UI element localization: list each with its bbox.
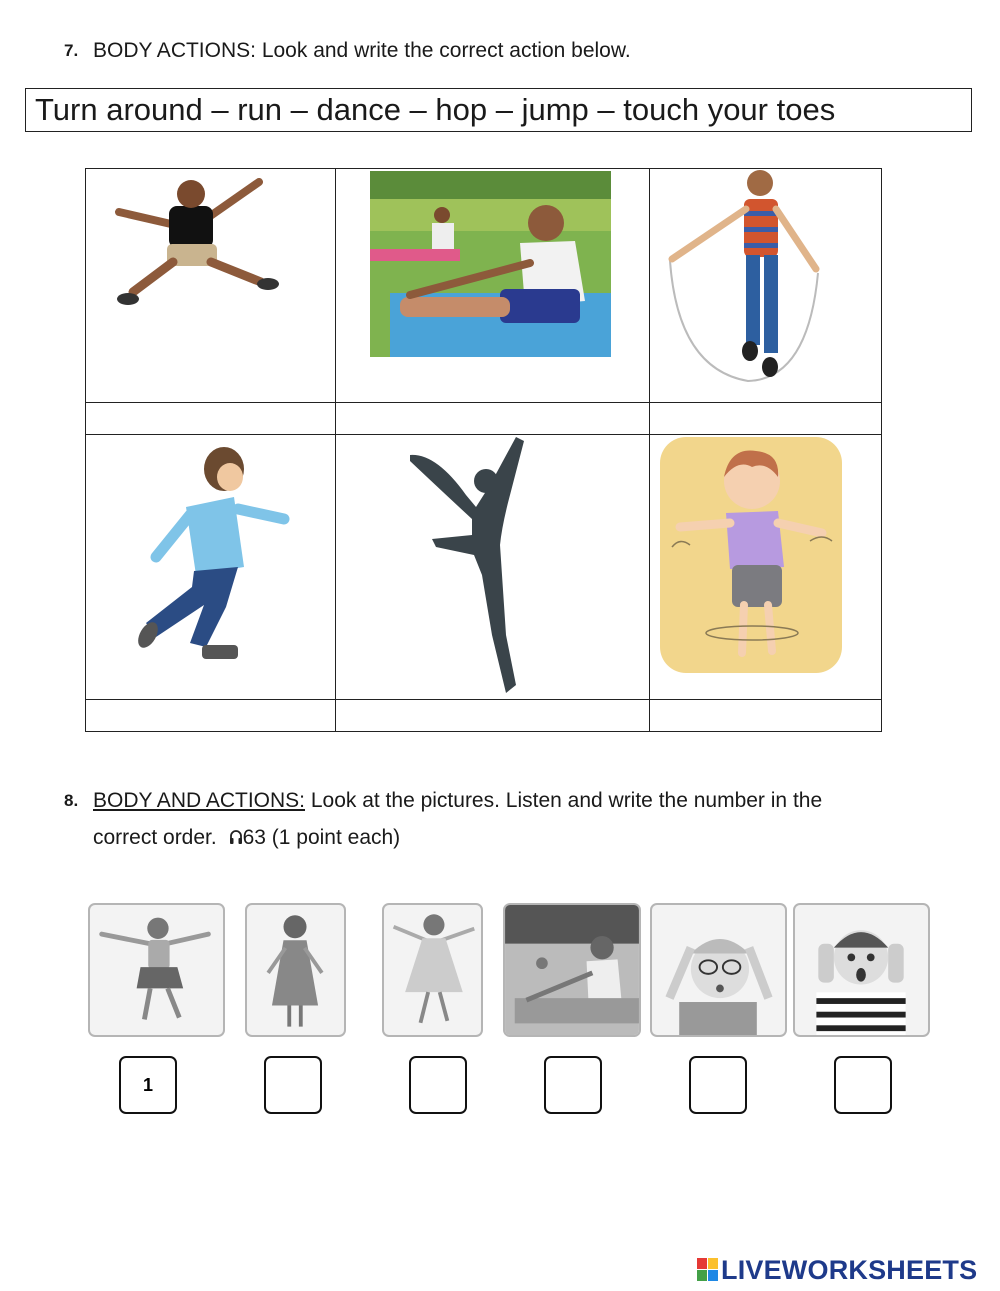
boy-jumping-image — [86, 169, 335, 402]
girl-standing-dress-image — [245, 903, 346, 1037]
logo-cubes-icon — [697, 1258, 719, 1282]
headphones-icon — [229, 824, 243, 840]
answer-cell[interactable] — [650, 403, 882, 435]
picture-cell — [86, 169, 336, 403]
answer-input-2[interactable] — [336, 403, 649, 434]
question-number: 8. — [64, 791, 79, 810]
boy-turning-around-image — [650, 435, 881, 698]
answer-cell[interactable] — [336, 699, 650, 731]
audio-track-text: 63 (1 point each) — [242, 826, 401, 849]
children-touching-toes-image — [503, 903, 641, 1037]
girl-hands-on-head-image — [650, 903, 787, 1037]
order-box-3[interactable] — [409, 1056, 467, 1114]
order-box-6[interactable] — [834, 1056, 892, 1114]
question-text: BODY ACTIONS: Look and write the correct action below. — [93, 39, 631, 62]
question-number: 7. — [64, 41, 79, 60]
answer-cell[interactable] — [86, 403, 336, 435]
question-8-heading — [64, 786, 944, 856]
picture-cell — [336, 169, 650, 403]
picture-cell — [86, 435, 336, 699]
question-text-line1: Look at the pictures. Listen and write the number in the — [305, 789, 823, 812]
order-box-2[interactable] — [264, 1056, 322, 1114]
answer-input-5[interactable] — [336, 700, 649, 731]
answer-input-1[interactable] — [86, 403, 335, 434]
answer-cell[interactable] — [650, 699, 882, 731]
answer-cell[interactable] — [86, 699, 336, 731]
logo-text: LIVEWORKSHEETS — [721, 1255, 978, 1285]
liveworksheets-logo[interactable] — [697, 1255, 977, 1287]
answer-cell[interactable] — [336, 403, 650, 435]
picture-answer-table — [85, 168, 882, 732]
answer-input-3[interactable] — [650, 403, 881, 434]
question-text-line2: correct order. — [93, 826, 217, 849]
order-box-4[interactable] — [544, 1056, 602, 1114]
answer-input-4[interactable] — [86, 700, 335, 731]
picture-cell — [650, 169, 882, 403]
word-bank: Turn around – run – dance – hop – jump – touch your toes — [25, 88, 972, 132]
picture-cell — [650, 435, 882, 699]
girl-dancing-image — [382, 903, 483, 1037]
dancer-silhouette-image — [336, 435, 649, 698]
girl-jumping-image — [88, 903, 225, 1037]
section-title: BODY AND ACTIONS: — [93, 789, 305, 812]
order-box-5[interactable] — [689, 1056, 747, 1114]
question-7-heading — [64, 36, 964, 66]
children-touching-toes-image — [336, 169, 649, 402]
boy-covering-ears-image — [793, 903, 930, 1037]
picture-cell — [336, 435, 650, 699]
boy-skipping-rope-image — [650, 169, 881, 402]
answer-input-6[interactable] — [650, 700, 881, 731]
order-box-1[interactable] — [119, 1056, 177, 1114]
boy-running-image — [86, 435, 335, 698]
